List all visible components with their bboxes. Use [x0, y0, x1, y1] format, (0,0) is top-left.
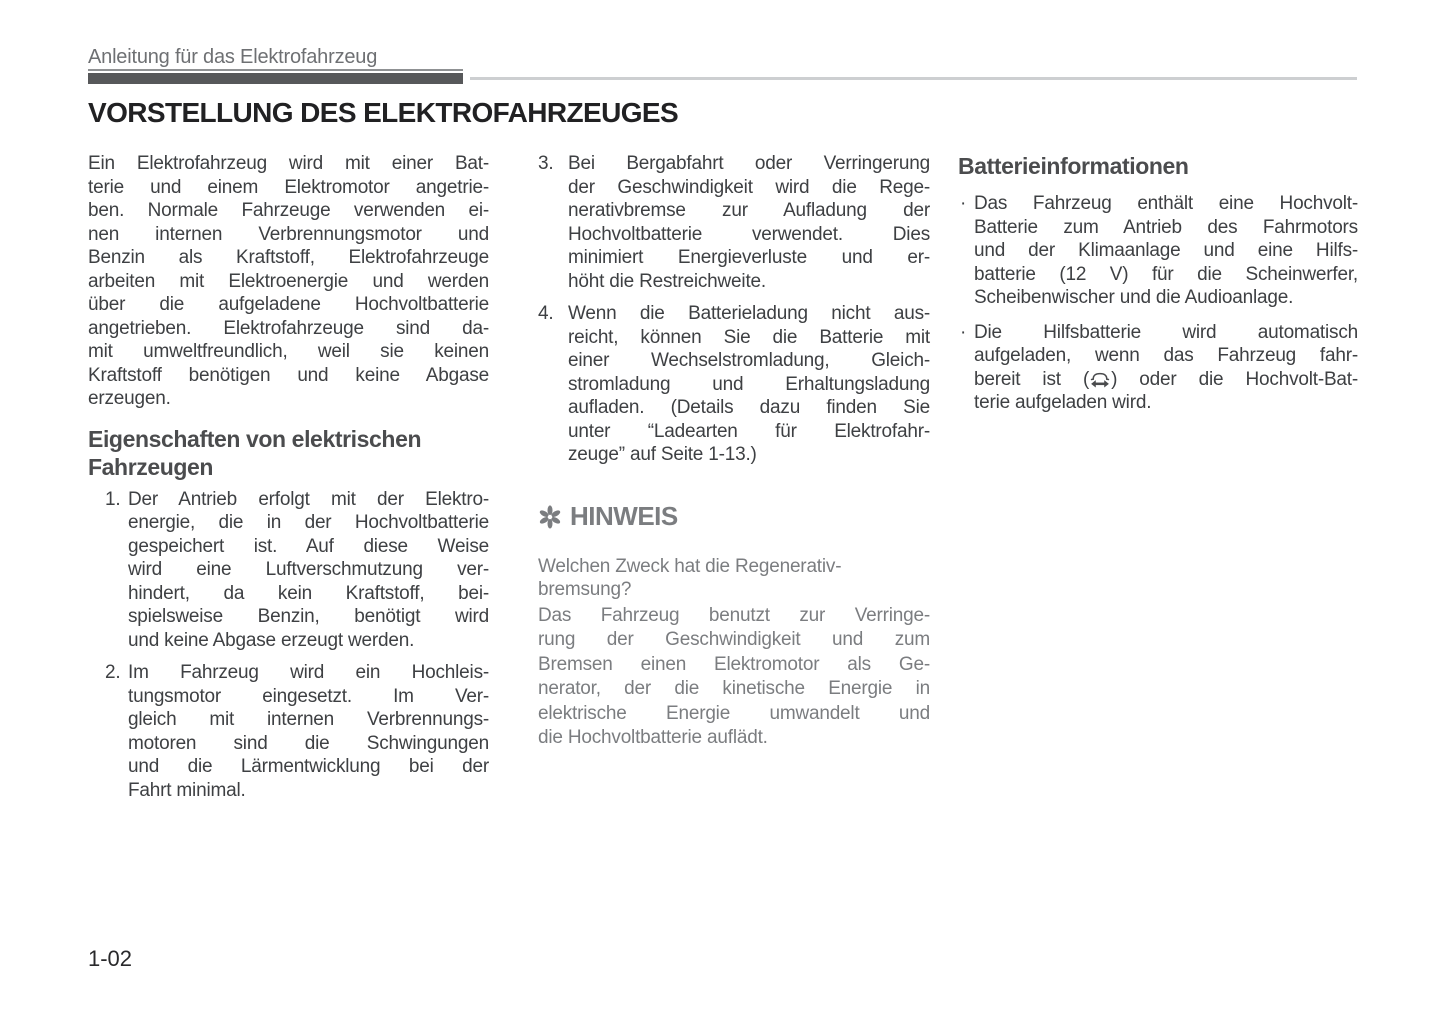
item-text	[128, 488, 489, 653]
text-line: zeuge” auf Seite 1-13.)	[568, 444, 757, 465]
text-line: Fahrt minimal.	[128, 779, 246, 801]
bullet-item	[958, 192, 1358, 310]
text-line: batterie (12 V) für die Scheinwerfer,	[974, 263, 1358, 285]
content-columns	[88, 152, 1358, 811]
text-line: Das Fahrzeug benutzt zur Verringe-	[538, 604, 930, 626]
bullet-text	[974, 192, 1358, 310]
text-line: Kraftstoff benötigen und keine Abgase	[88, 364, 489, 386]
bullet-item	[958, 321, 1358, 415]
text-line: rung der Geschwindigkeit und zum	[538, 629, 930, 650]
text-line: terie und einem Elektromotor angetrie-	[88, 176, 489, 198]
text-line: Welchen Zweck hat die Regenerativ-	[538, 555, 842, 577]
text-line: gleich mit internen Verbrennungs-	[128, 709, 489, 730]
list-item	[105, 661, 489, 802]
text-line: und der Klimaanlage und eine Hilfs-	[974, 240, 1358, 261]
text-line: Die Hilfsbatterie wird automatisch	[974, 321, 1358, 343]
text-line: Im Fahrzeug wird ein Hochleis-	[128, 662, 489, 683]
numbered-list	[105, 488, 489, 803]
bullet-text	[974, 321, 1358, 415]
item-text	[568, 152, 930, 293]
text-line: energie, die in der Hochvoltbatterie	[128, 512, 489, 533]
text-line: Scheibenwischer und die Audioanlage.	[974, 287, 1294, 308]
column-2	[538, 152, 930, 811]
text-line: spielsweise Benzin, benötigt wird	[128, 606, 489, 627]
text-line: arbeiten mit Elektroenergie und werden	[88, 270, 489, 292]
text-line: nen internen Verbrennungsmotor und	[88, 223, 489, 245]
text-line: die Hochvoltbatterie auflädt.	[538, 727, 768, 748]
page-number: 1-02	[88, 946, 133, 971]
text-line: ben. Normale Fahrzeuge verwenden ei-	[88, 200, 489, 221]
text-line: aufladen. (Details dazu finden Sie	[568, 397, 930, 418]
page-title: VORSTELLUNG DES ELEKTROFAHRZEUGES	[88, 97, 679, 128]
item-number: 3.	[538, 153, 554, 174]
text-line: mit umweltfreundlich, weil sie keinen	[88, 341, 489, 362]
text-line: Fahrzeugen	[88, 453, 214, 480]
item-number: 1.	[105, 488, 121, 510]
text-line: Bremsen einen Elektromotor als Ge-	[538, 653, 930, 675]
text-line: Das Fahrzeug enthält eine Hochvolt-	[974, 193, 1358, 214]
text-line: reicht, können Sie die Batterie mit	[568, 326, 930, 348]
text-line: terie aufgeladen wird.	[974, 392, 1152, 413]
list-item	[105, 488, 489, 653]
bullet-dot: ·	[960, 193, 967, 214]
section-heading-eigenschaften	[88, 425, 489, 481]
item-number: 2.	[105, 662, 121, 683]
flower-asterisk-icon	[538, 505, 562, 529]
page-header	[88, 46, 463, 84]
item-text	[568, 302, 930, 467]
ev-ready-car-icon	[1089, 371, 1111, 388]
text-line: und die Lärmentwicklung bei der	[128, 756, 489, 777]
note-heading-label: HINWEIS	[570, 500, 678, 531]
text-line: tungsmotor eingesetzt. Im Ver-	[128, 685, 489, 707]
text-line: Wenn die Batterieladung nicht aus-	[568, 303, 930, 324]
text-line: höht die Restreichweite.	[568, 270, 766, 292]
text-line: bereit ist ( ) oder die Hochvolt-Bat-	[974, 368, 1359, 390]
section-heading-batterieinformationen: Batterieinformationen	[958, 153, 1189, 179]
text-line: über die aufgeladene Hochvoltbatterie	[88, 294, 489, 315]
text-line: elektrische Energie umwandelt und	[538, 702, 930, 724]
bullet-dot: ·	[960, 321, 967, 343]
text-line: hindert, da kein Kraftstoff, bei-	[128, 582, 489, 604]
text-line: bremsung?	[538, 579, 632, 600]
text-line: nerator, der die kinetische Energie in	[538, 678, 930, 699]
text-line: Der Antrieb erfolgt mit der Elektro-	[128, 488, 489, 510]
text-line: wird eine Luftverschmutzung ver-	[128, 559, 489, 580]
text-line: unter “Ladearten für Elektrofahr-	[568, 420, 930, 442]
text-line: einer Wechselstromladung, Gleich-	[568, 350, 930, 371]
text-line: gespeichert ist. Auf diese Weise	[128, 535, 489, 557]
column-1	[88, 152, 489, 811]
note-body	[538, 604, 930, 751]
text-line: minimiert Energieverluste und er-	[568, 247, 930, 268]
header-bar	[88, 73, 463, 84]
text-line: Bei Bergabfahrt oder Verringerung	[568, 153, 930, 174]
list-item	[538, 302, 930, 467]
item-number: 4.	[538, 303, 554, 324]
column-3	[958, 152, 1358, 811]
text-line: motoren sind die Schwingungen	[128, 732, 489, 754]
text-line: Batterie zum Antrieb des Fahrmotors	[974, 216, 1358, 238]
text-line: und keine Abgase erzeugt werden.	[128, 629, 415, 651]
text-line: angetrieben. Elektrofahrzeuge sind da-	[88, 317, 489, 339]
text-line: Hochvoltbatterie verwendet. Dies	[568, 223, 930, 245]
text-line: Benzin als Kraftstoff, Elektrofahrzeuge	[88, 247, 489, 268]
header-rule	[470, 77, 1357, 80]
numbered-list	[538, 152, 930, 467]
item-text	[128, 661, 489, 802]
note-question	[538, 555, 930, 602]
text-line: Ein Elektrofahrzeug wird mit einer Bat-	[88, 153, 489, 174]
intro-paragraph	[88, 152, 489, 411]
header-title: Anleitung für das Elektrofahrzeug	[88, 46, 378, 68]
header-underline	[88, 69, 463, 71]
text-line: aufgeladen, wenn das Fahrzeug fahr-	[974, 345, 1358, 366]
text-line: stromladung und Erhaltungsladung	[568, 373, 930, 395]
text-line: erzeugen.	[88, 388, 171, 409]
text-line: nerativbremse zur Aufladung der	[568, 200, 930, 221]
list-item	[538, 152, 930, 293]
note-block	[538, 500, 930, 751]
note-heading	[538, 500, 930, 531]
text-line: Eigenschaften von elektrischen	[88, 425, 422, 452]
text-line: der Geschwindigkeit wird die Rege-	[568, 176, 930, 198]
